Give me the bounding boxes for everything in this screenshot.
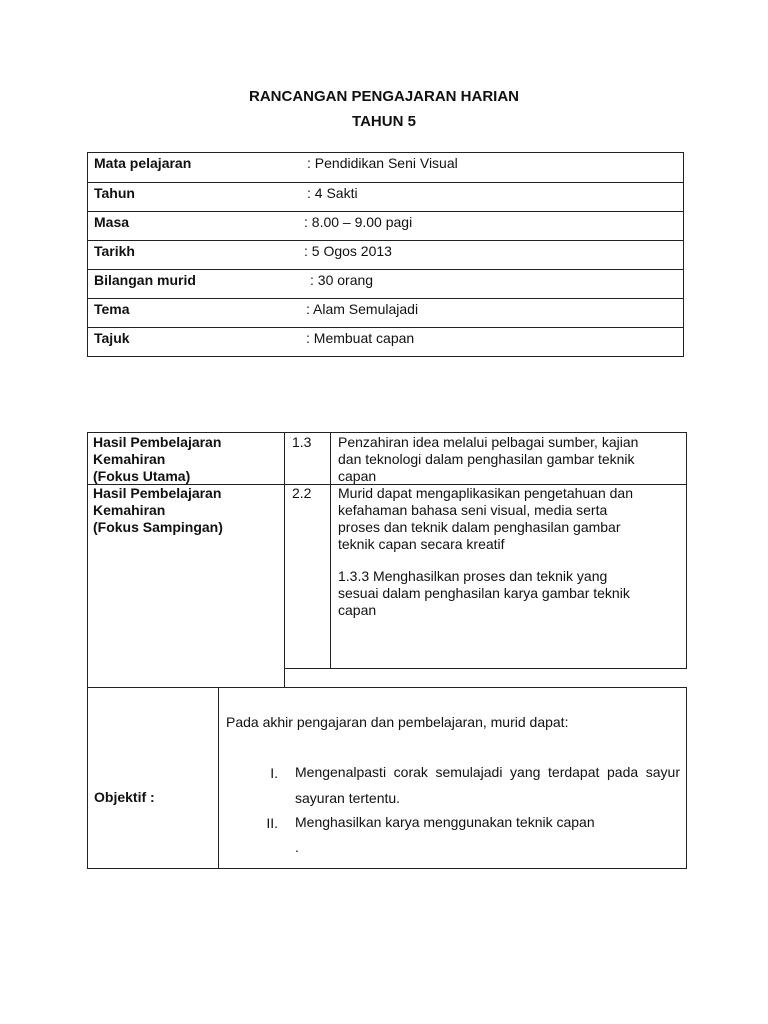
info-label: Bilangan murid (94, 272, 196, 288)
info-label: Tahun (94, 185, 135, 201)
document-title: RANCANGAN PENGAJARAN HARIAN (248, 88, 519, 105)
info-value: : 4 Sakti (307, 185, 358, 201)
info-label: Tarikh (94, 243, 135, 259)
info-label: Tema (94, 301, 130, 317)
info-label: Mata pelajaran (94, 155, 192, 171)
objective-label: Objektif : (94, 789, 155, 805)
learning-outcomes-table (87, 432, 687, 688)
table-border (686, 432, 687, 669)
objective-trailing-mark: . (295, 839, 299, 855)
info-row-time (88, 212, 683, 241)
document-subtitle: TAHUN 5 (352, 113, 416, 130)
info-value: : 5 Ogos 2013 (304, 243, 392, 259)
info-value: : Membuat capan (306, 330, 415, 346)
info-row-student-count (88, 270, 683, 299)
table-border (284, 432, 285, 688)
info-value: : Alam Semulajadi (306, 301, 419, 317)
lesson-info-table (87, 152, 684, 357)
secondary-focus-text: Murid dapat mengaplikasikan pengetahuan dan kefahaman bahasa seni visual, media serta proses dan teknik dalam penghasilan gambar teknik capan secara kreatif (338, 485, 633, 552)
main-focus-code: 1.3 (292, 434, 312, 450)
info-row-date (88, 241, 683, 270)
info-label: Tajuk (94, 330, 130, 346)
info-value: : 30 orang (310, 272, 374, 288)
info-label: Masa (94, 214, 130, 230)
table-border (330, 432, 331, 669)
info-value: : Pendidikan Seni Visual (307, 155, 458, 171)
secondary-focus-subtext: 1.3.3 Menghasilkan proses dan teknik yang sesuai dalam penghasilan karya gambar teknik capan (338, 568, 630, 618)
main-focus-text: Penzahiran idea melalui pelbagai sumber, kajian dan teknologi dalam penghasilan gambar teknik capan (338, 434, 639, 484)
info-row-subject (88, 153, 683, 183)
objective-item-text: Mengenalpasti corak semulajadi yang terdapat pada sayur sayuran tertentu. (295, 764, 680, 806)
objective-item-number: II. (266, 815, 278, 831)
main-focus-label: Hasil Pembelajaran Kemahiran (Fokus Utama) (93, 434, 222, 484)
secondary-focus-label: Hasil Pembelajaran Kemahiran (Fokus Sampingan) (93, 485, 223, 535)
info-value: : 8.00 – 9.00 pagi (304, 214, 413, 230)
table-border (87, 432, 687, 433)
info-row-year (88, 183, 683, 212)
objective-table (87, 687, 687, 869)
table-border (218, 688, 219, 868)
table-border (87, 432, 88, 688)
objective-item-number: I. (270, 765, 278, 781)
table-border (284, 668, 687, 669)
info-row-theme (88, 299, 683, 328)
secondary-focus-code: 2.2 (292, 485, 312, 501)
objective-item-text: Menghasilkan karya menggunakan teknik capan (295, 814, 595, 830)
info-row-topic (88, 328, 683, 356)
objective-intro: Pada akhir pengajaran dan pembelajaran, murid dapat: (226, 714, 569, 730)
